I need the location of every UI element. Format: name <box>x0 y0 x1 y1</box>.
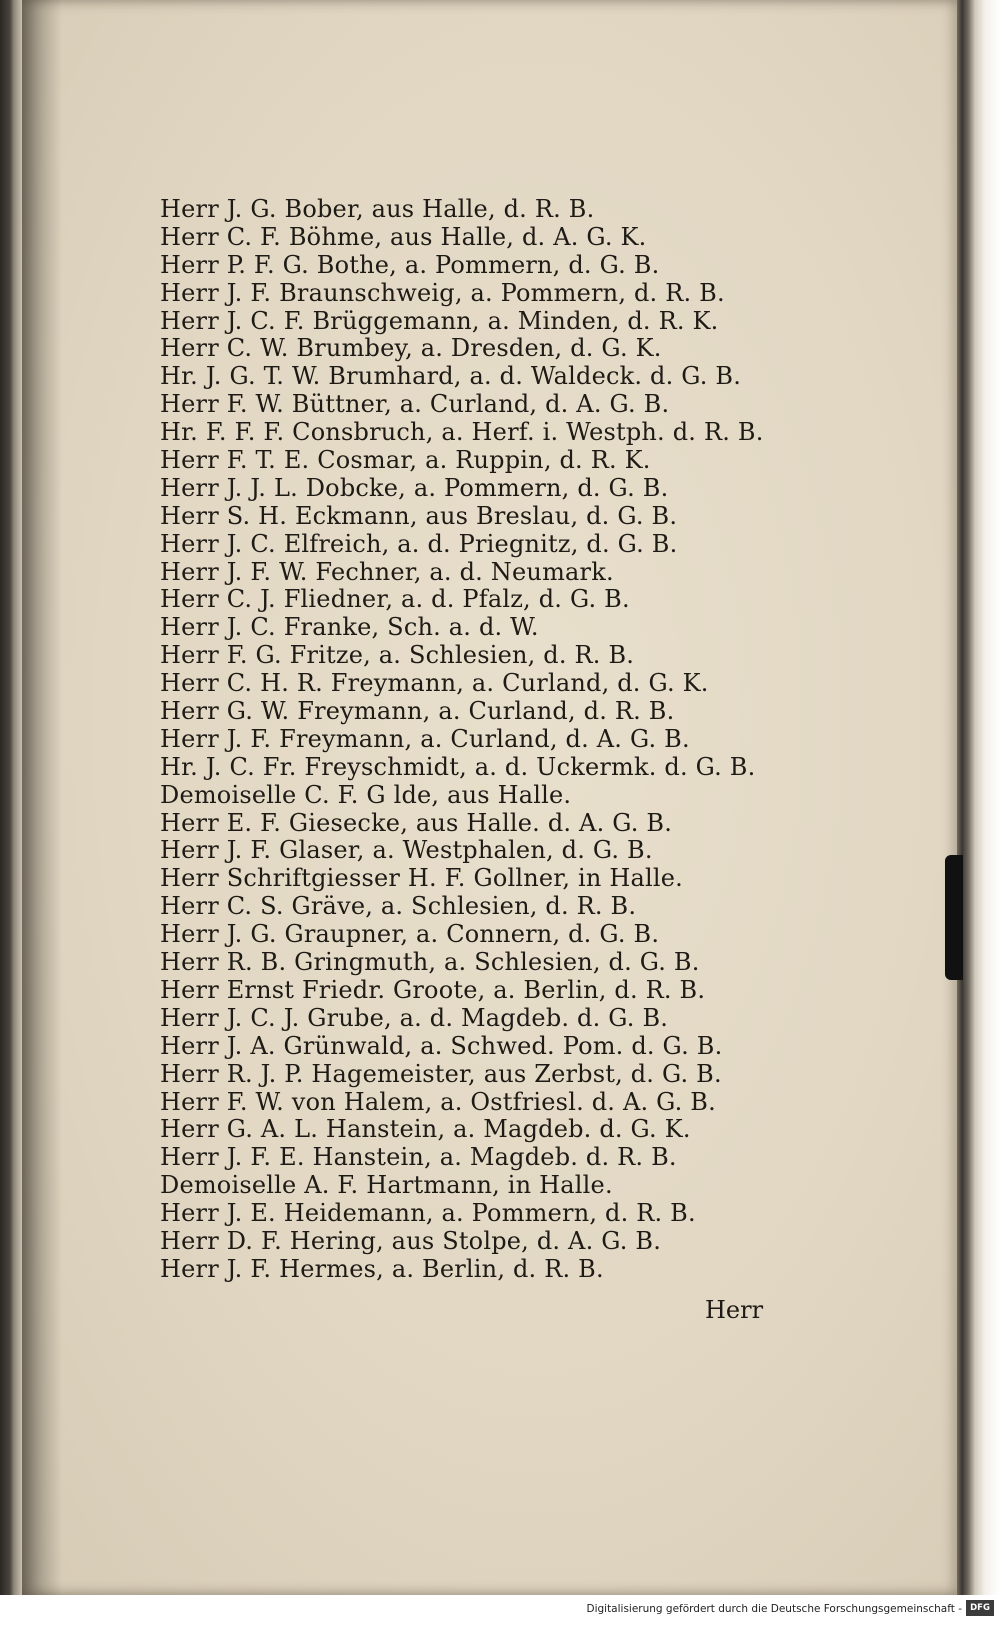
catchword: Herr <box>705 1296 764 1324</box>
entry-line: Herr F. W. von Halem, a. Ostfriesl. d. A. G. B. <box>160 1087 716 1116</box>
entry-line: Herr J. C. F. Brüggemann, a. Minden, d. R. K. <box>160 306 719 335</box>
entry-line: Hr. F. F. F. Consbruch, a. Herf. i. Westph. d. R. B. <box>160 418 764 447</box>
funding-credit: Digitalisierung gefördert durch die Deutsche Forschungsgemeinschaft - <box>586 1603 962 1615</box>
entry-line: Herr J. C. Elfreich, a. d. Priegnitz, d. G. B. <box>160 529 678 558</box>
entry-line: Herr G. A. L. Hanstein, a. Magdeb. d. G. K. <box>160 1115 691 1144</box>
entry-line: Herr C. H. R. Freymann, a. Curland, d. G. K. <box>160 669 709 698</box>
entry-line: Herr F. W. Büttner, a. Curland, d. A. G. B. <box>160 390 670 419</box>
entry-line: Herr Ernst Friedr. Groote, a. Berlin, d. R. B. <box>160 975 706 1004</box>
entry-line: Herr J. E. Heidemann, a. Pommern, d. R. B. <box>160 1199 696 1228</box>
entry-line: Herr J. A. Grünwald, a. Schwed. Pom. d. G. B. <box>160 1031 723 1060</box>
entry-line: Herr Schriftgiesser H. F. Gollner, in Halle. <box>160 864 683 893</box>
entry-line: Herr J. C. J. Grube, a. d. Magdeb. d. G. B. <box>160 1003 669 1032</box>
entry-line: Herr J. F. Glaser, a. Westphalen, d. G. B. <box>160 836 653 865</box>
entry-line: Herr G. W. Freymann, a. Curland, d. R. B. <box>160 697 675 726</box>
dfg-logo: DFG <box>966 1600 994 1616</box>
entry-line: Herr J. F. E. Hanstein, a. Magdeb. d. R. B. <box>160 1143 677 1172</box>
entry-line: Herr E. F. Giesecke, aus Halle. d. A. G. B. <box>160 808 673 837</box>
entry-line: Herr D. F. Hering, aus Stolpe, d. A. G. B. <box>160 1226 662 1255</box>
entry-line: Herr J. C. Franke, Sch. a. d. W. <box>160 613 539 642</box>
entry-line: Herr R. B. Gringmuth, a. Schlesien, d. G. B. <box>160 948 700 977</box>
gutter-shadow <box>22 0 62 1595</box>
entry-line: Herr F. G. Fritze, a. Schlesien, d. R. B. <box>160 641 635 670</box>
entry-line: Herr P. F. G. Bothe, a. Pommern, d. G. B. <box>160 250 660 279</box>
entry-line: Herr J. G. Bober, aus Halle, d. R. B. <box>160 195 595 223</box>
entry-line: Herr C. J. Fliedner, a. d. Pfalz, d. G. B. <box>160 585 630 614</box>
entry-line: Demoiselle A. F. Hartmann, in Halle. <box>160 1171 613 1200</box>
entry-line: Herr J. F. W. Fechner, a. d. Neumark. <box>160 557 614 586</box>
entry-line: Herr C. F. Böhme, aus Halle, d. A. G. K. <box>160 222 647 251</box>
footer-bar <box>0 1595 1000 1627</box>
entry-line: Hr. J. G. T. W. Brumhard, a. d. Waldeck. d. G. B. <box>160 362 742 391</box>
entry-line: Herr J. G. Graupner, a. Connern, d. G. B. <box>160 920 660 949</box>
entry-line: Herr C. S. Gräve, a. Schlesien, d. R. B. <box>160 892 637 921</box>
entry-line: Demoiselle C. F. G lde, aus Halle. <box>160 780 572 809</box>
entry-line: Herr S. H. Eckmann, aus Breslau, d. G. B. <box>160 501 678 530</box>
entry-line: Herr J. J. L. Dobcke, a. Pommern, d. G. B. <box>160 473 669 502</box>
entry-line: Herr C. W. Brumbey, a. Dresden, d. G. K. <box>160 334 662 363</box>
entry-line: Herr J. F. Braunschweig, a. Pommern, d. R. B. <box>160 278 725 307</box>
entry-line: Herr J. F. Hermes, a. Berlin, d. R. B. <box>160 1254 604 1283</box>
entry-line: Herr R. J. P. Hagemeister, aus Zerbst, d. G. B. <box>160 1059 722 1088</box>
entry-list <box>160 196 800 1284</box>
entry-line: Herr F. T. E. Cosmar, a. Ruppin, d. R. K. <box>160 446 651 475</box>
entry-line: Herr J. F. Freymann, a. Curland, d. A. G. B. <box>160 724 690 753</box>
page-clip <box>945 855 963 980</box>
entry-line: Hr. J. C. Fr. Freyschmidt, a. d. Uckermk. d. G. B. <box>160 752 756 781</box>
